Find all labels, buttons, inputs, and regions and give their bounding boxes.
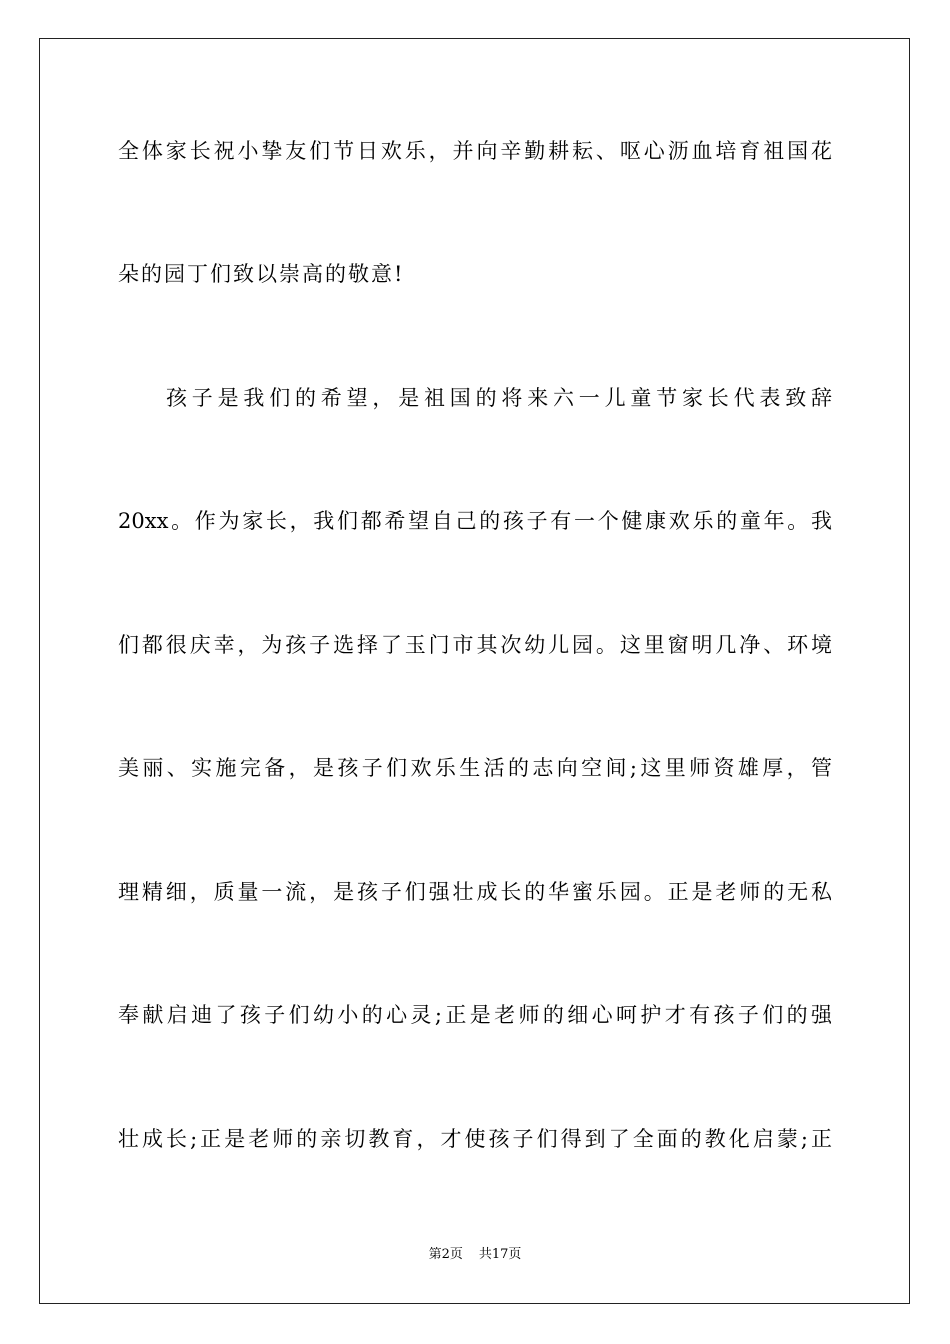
page-footer (0, 1245, 950, 1265)
body-text-line-2: 朵的园丁们致以崇高的敬意! (118, 262, 405, 286)
body-text-line-5: 们都很庆幸，为孩子选择了玉门市其次幼儿园。这里窗明几净、环境 (118, 633, 832, 657)
body-text-line-1: 全体家长祝小挚友们节日欢乐，并向辛勤耕耘、呕心沥血培育祖国花 (118, 139, 832, 163)
body-text-line-3: 孩子是我们的希望，是祖国的将来六一儿童节家长代表致辞 (166, 386, 832, 410)
body-text-line-6: 美丽、实施完备，是孩子们欢乐生活的志向空间;这里师资雄厚，管 (118, 756, 832, 780)
body-text-line-8: 奉献启迪了孩子们幼小的心灵;正是老师的细心呵护才有孩子们的强 (118, 1003, 832, 1027)
page-border (39, 38, 910, 1304)
body-text-line-4: 20xx。作为家长，我们都希望自己的孩子有一个健康欢乐的童年。我 (118, 509, 832, 533)
body-text-line-9: 壮成长;正是老师的亲切教育，才使孩子们得到了全面的教化启蒙;正 (118, 1127, 832, 1151)
body-text-line-7: 理精细，质量一流，是孩子们强壮成长的华蜜乐园。正是老师的无私 (118, 880, 832, 904)
page-number: 第2页 (428, 1247, 463, 1262)
page-total: 共17页 (478, 1247, 522, 1262)
